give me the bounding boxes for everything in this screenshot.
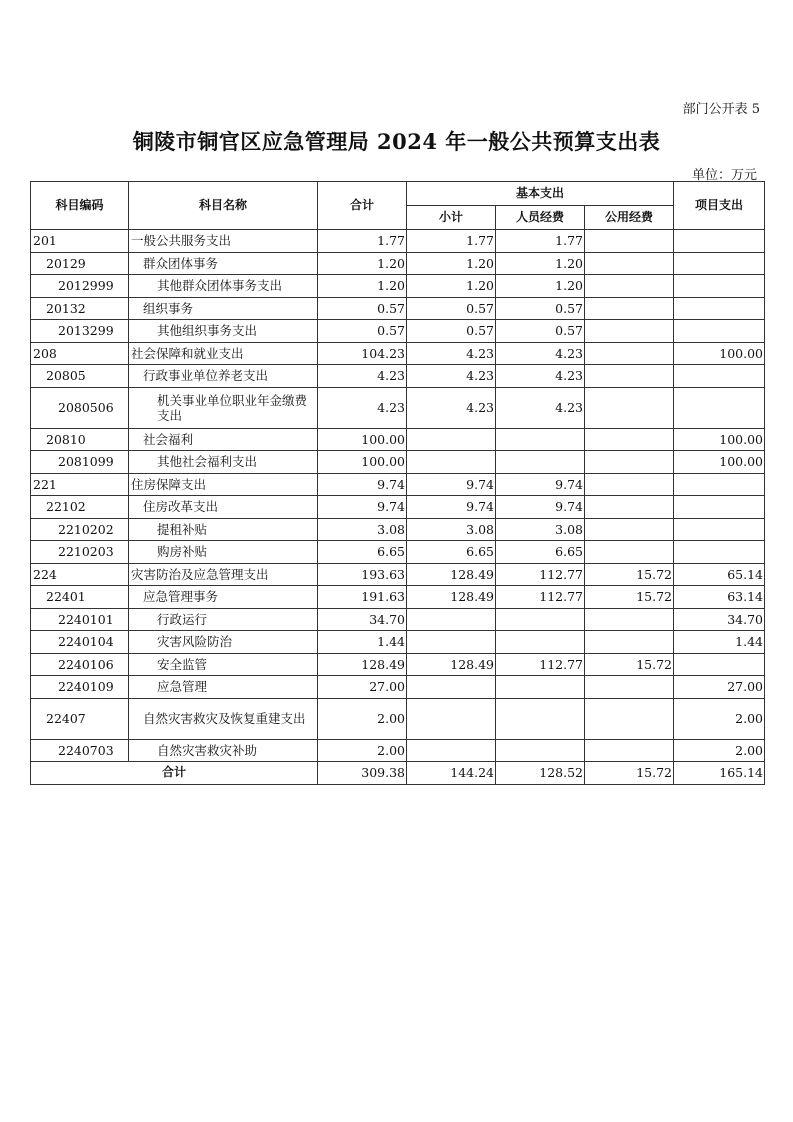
row-name: 社会福利 (129, 428, 318, 451)
table-header (31, 182, 765, 230)
row-total: 1.20 (318, 252, 407, 275)
row-public (585, 252, 674, 275)
row-code: 2240703 (31, 739, 129, 762)
row-name: 住房保障支出 (129, 473, 318, 496)
row-personnel: 1.20 (496, 275, 585, 298)
header-public: 公用经费 (585, 206, 674, 230)
row-code: 2080506 (31, 387, 129, 428)
total-total: 309.38 (318, 762, 407, 785)
row-name: 应急管理事务 (129, 586, 318, 609)
row-public (585, 739, 674, 762)
row-personnel: 112.77 (496, 563, 585, 586)
row-code: 2240106 (31, 653, 129, 676)
row-project (674, 387, 765, 428)
row-total: 0.57 (318, 297, 407, 320)
budget-table (30, 181, 765, 785)
row-personnel: 9.74 (496, 496, 585, 519)
row-public (585, 320, 674, 343)
total-label: 合计 (31, 762, 318, 785)
row-name: 社会保障和就业支出 (129, 342, 318, 365)
row-total: 0.57 (318, 320, 407, 343)
table-row (31, 297, 765, 320)
row-public (585, 428, 674, 451)
row-code: 20132 (31, 297, 129, 320)
row-project (674, 320, 765, 343)
row-subtotal (407, 676, 496, 699)
row-public (585, 275, 674, 298)
row-code: 20129 (31, 252, 129, 275)
row-subtotal: 4.23 (407, 365, 496, 388)
row-public (585, 631, 674, 654)
row-subtotal: 1.20 (407, 252, 496, 275)
row-total: 2.00 (318, 739, 407, 762)
row-public (585, 365, 674, 388)
table-row (31, 275, 765, 298)
total-personnel: 128.52 (496, 762, 585, 785)
row-project (674, 518, 765, 541)
row-personnel: 112.77 (496, 653, 585, 676)
row-public (585, 518, 674, 541)
row-name: 其他群众团体事务支出 (129, 275, 318, 298)
row-subtotal (407, 631, 496, 654)
row-personnel: 4.23 (496, 387, 585, 428)
row-project (674, 653, 765, 676)
row-subtotal: 128.49 (407, 563, 496, 586)
table-row (31, 451, 765, 474)
row-personnel (496, 451, 585, 474)
row-public: 15.72 (585, 586, 674, 609)
table-row (31, 365, 765, 388)
row-public (585, 541, 674, 564)
page-label: 部门公开表 5 (682, 102, 760, 117)
header-project: 项目支出 (674, 182, 765, 230)
row-name: 行政事业单位养老支出 (129, 365, 318, 388)
row-personnel: 1.77 (496, 230, 585, 253)
row-public (585, 451, 674, 474)
header-personnel: 人员经费 (496, 206, 585, 230)
table-row (31, 496, 765, 519)
row-name: 一般公共服务支出 (129, 230, 318, 253)
row-code: 221 (31, 473, 129, 496)
row-name: 购房补贴 (129, 541, 318, 564)
row-project (674, 473, 765, 496)
row-code: 20805 (31, 365, 129, 388)
total-subtotal: 144.24 (407, 762, 496, 785)
row-name: 住房改革支出 (129, 496, 318, 519)
table-row (31, 563, 765, 586)
row-subtotal: 1.77 (407, 230, 496, 253)
table-row (31, 230, 765, 253)
table-row (31, 653, 765, 676)
row-name: 安全监管 (129, 653, 318, 676)
row-code: 201 (31, 230, 129, 253)
header-code: 科目编码 (31, 182, 129, 230)
row-code: 2013299 (31, 320, 129, 343)
row-code: 22102 (31, 496, 129, 519)
row-subtotal: 9.74 (407, 496, 496, 519)
row-personnel (496, 739, 585, 762)
row-personnel: 4.23 (496, 365, 585, 388)
row-project: 63.14 (674, 586, 765, 609)
row-personnel: 0.57 (496, 297, 585, 320)
row-code: 2240109 (31, 676, 129, 699)
table-row (31, 387, 765, 428)
row-personnel (496, 698, 585, 739)
row-name: 其他社会福利支出 (129, 451, 318, 474)
row-total: 100.00 (318, 451, 407, 474)
row-public (585, 698, 674, 739)
row-project: 65.14 (674, 563, 765, 586)
row-project: 27.00 (674, 676, 765, 699)
row-personnel: 6.65 (496, 541, 585, 564)
row-name: 灾害风险防治 (129, 631, 318, 654)
row-name: 自然灾害救灾及恢复重建支出 (129, 698, 318, 739)
header-name: 科目名称 (129, 182, 318, 230)
table-row (31, 676, 765, 699)
total-public: 15.72 (585, 762, 674, 785)
row-project (674, 365, 765, 388)
row-subtotal: 0.57 (407, 320, 496, 343)
row-project (674, 275, 765, 298)
row-subtotal: 0.57 (407, 297, 496, 320)
row-project: 2.00 (674, 698, 765, 739)
row-public (585, 473, 674, 496)
header-total: 合计 (318, 182, 407, 230)
row-code: 2210203 (31, 541, 129, 564)
row-project (674, 252, 765, 275)
row-code: 224 (31, 563, 129, 586)
row-personnel: 4.23 (496, 342, 585, 365)
row-subtotal: 128.49 (407, 586, 496, 609)
page-title: 铜陵市铜官区应急管理局 2024 年一般公共预算支出表 (132, 129, 661, 154)
row-total: 191.63 (318, 586, 407, 609)
row-project: 100.00 (674, 342, 765, 365)
row-code: 208 (31, 342, 129, 365)
table-row (31, 541, 765, 564)
row-total: 128.49 (318, 653, 407, 676)
row-code: 2240104 (31, 631, 129, 654)
row-public (585, 342, 674, 365)
row-public (585, 230, 674, 253)
row-personnel: 3.08 (496, 518, 585, 541)
row-total: 34.70 (318, 608, 407, 631)
row-personnel (496, 631, 585, 654)
row-name: 行政运行 (129, 608, 318, 631)
row-subtotal: 3.08 (407, 518, 496, 541)
row-total: 9.74 (318, 496, 407, 519)
row-total: 1.20 (318, 275, 407, 298)
row-subtotal: 4.23 (407, 342, 496, 365)
row-name: 其他组织事务支出 (129, 320, 318, 343)
row-total: 193.63 (318, 563, 407, 586)
row-subtotal (407, 608, 496, 631)
row-project (674, 541, 765, 564)
row-subtotal (407, 739, 496, 762)
row-personnel: 0.57 (496, 320, 585, 343)
row-personnel (496, 676, 585, 699)
row-public (585, 297, 674, 320)
row-total: 4.23 (318, 387, 407, 428)
table-row (31, 698, 765, 739)
row-total: 1.44 (318, 631, 407, 654)
row-name: 机关事业单位职业年金缴费支出 (129, 387, 318, 428)
table-body (31, 230, 765, 785)
header-basic: 基本支出 (407, 182, 674, 206)
row-code: 22401 (31, 586, 129, 609)
row-project (674, 297, 765, 320)
total-project: 165.14 (674, 762, 765, 785)
row-personnel: 1.20 (496, 252, 585, 275)
table-row (31, 342, 765, 365)
row-total: 6.65 (318, 541, 407, 564)
row-personnel (496, 428, 585, 451)
row-subtotal: 6.65 (407, 541, 496, 564)
row-name: 应急管理 (129, 676, 318, 699)
row-public (585, 387, 674, 428)
row-project: 34.70 (674, 608, 765, 631)
row-project (674, 496, 765, 519)
unit-label: 单位：万元 (691, 168, 757, 183)
table-row (31, 631, 765, 654)
row-code: 2081099 (31, 451, 129, 474)
row-total: 1.77 (318, 230, 407, 253)
row-total: 4.23 (318, 365, 407, 388)
row-subtotal (407, 428, 496, 451)
table-row (31, 320, 765, 343)
row-subtotal: 1.20 (407, 275, 496, 298)
row-total: 100.00 (318, 428, 407, 451)
row-total: 2.00 (318, 698, 407, 739)
row-personnel: 9.74 (496, 473, 585, 496)
row-public: 15.72 (585, 653, 674, 676)
row-project: 100.00 (674, 451, 765, 474)
table-row (31, 473, 765, 496)
row-subtotal (407, 698, 496, 739)
row-public (585, 496, 674, 519)
row-total: 104.23 (318, 342, 407, 365)
table-row (31, 252, 765, 275)
row-project (674, 230, 765, 253)
row-code: 2210202 (31, 518, 129, 541)
row-subtotal (407, 451, 496, 474)
table-row (31, 586, 765, 609)
row-total: 27.00 (318, 676, 407, 699)
row-personnel: 112.77 (496, 586, 585, 609)
row-name: 自然灾害救灾补助 (129, 739, 318, 762)
row-total: 9.74 (318, 473, 407, 496)
row-subtotal: 4.23 (407, 387, 496, 428)
header-subtotal: 小计 (407, 206, 496, 230)
table-row (31, 518, 765, 541)
row-project: 100.00 (674, 428, 765, 451)
row-subtotal: 128.49 (407, 653, 496, 676)
row-code: 22407 (31, 698, 129, 739)
row-code: 20810 (31, 428, 129, 451)
table-row (31, 428, 765, 451)
row-total: 3.08 (318, 518, 407, 541)
row-personnel (496, 608, 585, 631)
row-code: 2012999 (31, 275, 129, 298)
row-public: 15.72 (585, 563, 674, 586)
row-project: 2.00 (674, 739, 765, 762)
table-row (31, 739, 765, 762)
row-subtotal: 9.74 (407, 473, 496, 496)
row-public (585, 676, 674, 699)
row-code: 2240101 (31, 608, 129, 631)
row-name: 群众团体事务 (129, 252, 318, 275)
row-name: 组织事务 (129, 297, 318, 320)
row-project: 1.44 (674, 631, 765, 654)
row-name: 提租补贴 (129, 518, 318, 541)
row-public (585, 608, 674, 631)
table-row (31, 608, 765, 631)
total-row (31, 762, 765, 785)
row-name: 灾害防治及应急管理支出 (129, 563, 318, 586)
